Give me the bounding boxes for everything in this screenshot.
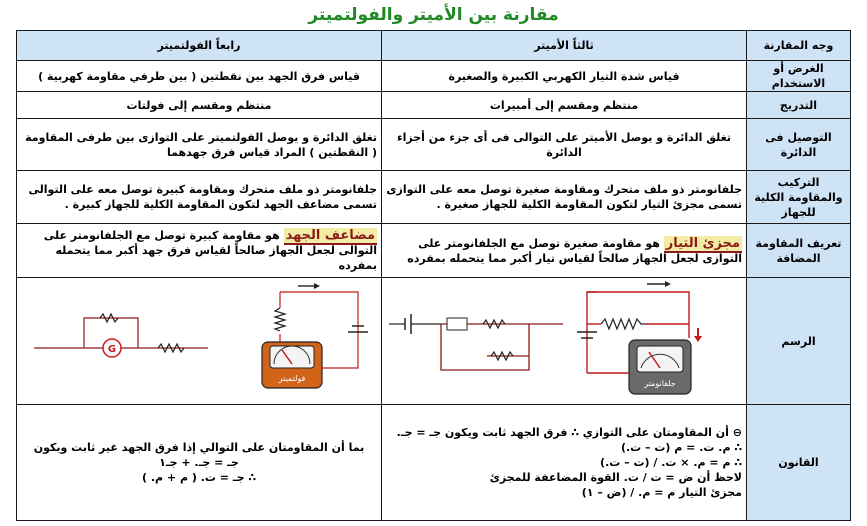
ammeter-construction: جلفانومتر ذو ملف متحرك ومقاومة صغيرة توصل معه على التوازى تسمى مجزئ التيار لتكون المقاومة الكلية للجهاز صغيرة .: [382, 171, 747, 224]
law-line: مجزئ التيار م = م. / (ض – ١): [581, 486, 742, 499]
criteria-header: وجه المقارنة: [747, 31, 851, 61]
row-label-connection: التوصيل فى الدائرة: [747, 119, 851, 171]
table-row: [17, 405, 851, 521]
law-line: ⊖ أن المقاومتان على التوازي ∴ فرق الجهد ثابت ويكون جـ = جـ.: [396, 426, 742, 439]
voltmeter-definition: [17, 224, 382, 278]
resistor-icon: [275, 308, 285, 331]
row-label-law: القانون: [747, 405, 851, 521]
ammeter-drawing-cell: [382, 278, 747, 405]
table-row: [17, 171, 851, 224]
row-label-drawing: الرسم: [747, 278, 851, 405]
law-line: ∴ م = م. × ت. / (ت – ت.): [600, 456, 742, 469]
shunt-definition: هو مقاومة صغيرة توصل مع الجلفانومتر على التوازى لجعل الجهاز صالحاً لقياس تيار أكبر مما يتحمله بمفرده: [407, 236, 742, 265]
voltmeter-caption: فولتميتر: [278, 374, 306, 383]
law-line: بما أن المقاومتان على التوالي إذا فرق الجهد غير ثابت ويكون: [33, 441, 365, 454]
law-line: ∴ م. ت. = م (ت – ت.): [620, 441, 742, 454]
ammeter-connection: تغلق الدائرة و يوصل الأميتر على التوالى فى أى جزء من أجزاء الدائرة: [382, 119, 747, 171]
table-row: [17, 61, 851, 92]
law-line: جـ = جـ. + جـ١: [159, 456, 239, 469]
multiplier-term: مضاعف الجهد: [285, 228, 375, 243]
ammeter-header: ثالثاً الأميتر: [382, 31, 747, 61]
voltmeter-scale: منتظم ومقسم إلى فولتات: [17, 92, 382, 119]
ammeter-law: [382, 405, 747, 521]
ammeter-definition: [382, 224, 747, 278]
voltmeter-purpose: قياس فرق الجهد بين نقطتين ( بين طرفي مقاومة كهربية ): [17, 61, 382, 92]
table-row: [17, 119, 851, 171]
ammeter-device: [629, 340, 691, 394]
schematic: [441, 324, 563, 370]
galvanometer-caption: جلفانومتر: [644, 379, 676, 388]
battery-schematic-icon: [405, 314, 411, 334]
page-title: مقارنة بين الأميتر والفولتميتر: [308, 5, 559, 25]
shunt-resistor-icon: [601, 319, 645, 329]
voltmeter-header: رابعاً الفولتميتر: [17, 31, 382, 61]
voltmeter-circuit-diagram: [18, 278, 381, 400]
row-label-definition: تعريف المقاومة المضافة: [747, 224, 851, 278]
row-label-construction: التركيب والمقاومة الكلية للجهاز: [747, 171, 851, 224]
row-label-scale: التدريج: [747, 92, 851, 119]
multiplier-definition: هو مقاومة كبيرة توصل مع الجلفانومتر على التوالى لجعل الجهاز صالحاً لقياس فرق جهد أكبر مما يتحمله بمفرده: [43, 229, 377, 272]
voltmeter-law: [17, 405, 382, 521]
ammeter-scale: منتظم ومقسم إلى أمبيرات: [382, 92, 747, 119]
row-label-purpose: الغرض أو الاستخدام: [747, 61, 851, 92]
voltmeter-construction: جلفانومتر ذو ملف متحرك ومقاومة كبيرة توصل معه على التوالى تسمى مضاعف الجهد لتكون المقاومة الكلية للجهاز كبيرة .: [17, 171, 382, 224]
comparison-table: [16, 30, 851, 521]
ammeter-purpose: قياس شدة التيار الكهربي الكبيرة والصغيرة: [382, 61, 747, 92]
svg-text:G: G: [107, 344, 117, 355]
table-row: [17, 31, 851, 61]
law-line: لاحظ أن ض = ت / ت. القوة المضاعفة للمجزئ: [489, 471, 742, 484]
voltmeter-drawing-cell: [17, 278, 382, 405]
voltmeter-device: [262, 342, 322, 388]
ammeter-circuit-diagram: [383, 278, 746, 400]
shunt-term: مجزئ التيار: [665, 235, 740, 251]
down-arrow-icon: [694, 336, 702, 342]
schematic: [34, 318, 208, 348]
voltmeter-connection: تغلق الدائرة و يوصل الفولتميتر على التوازى بين طرفى المقاومة ( النقطتين ) المراد قياس فرق جهدهما: [17, 119, 382, 171]
law-line: ∴ جـ = ت. ( م + م. ): [141, 471, 256, 484]
table-row: [17, 278, 851, 405]
table-row: [17, 224, 851, 278]
table-row: [17, 92, 851, 119]
